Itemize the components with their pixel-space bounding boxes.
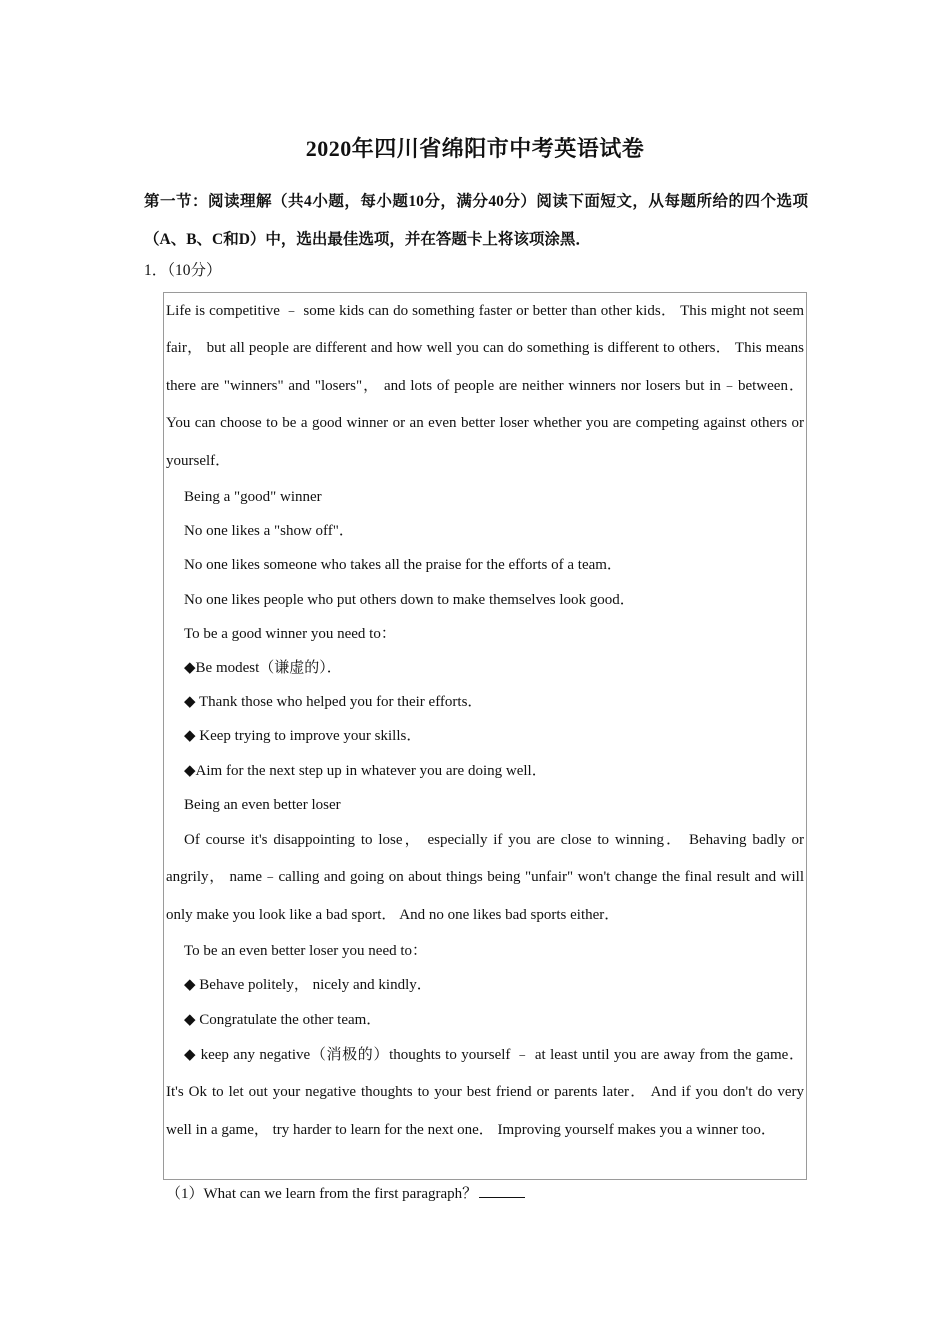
passage-line: To be an even better loser you need to： — [184, 943, 428, 960]
passage-line: No one likes someone who takes all the praise for the efforts of a team． — [184, 557, 622, 574]
reading-passage — [163, 292, 807, 1180]
bullet-item: ◆Be modest（谦虚的）． — [184, 660, 342, 677]
bullet-item: ◆ Thank those who helped you for their efforts． — [184, 694, 483, 711]
bullet-item: ◆ Behave politely， nicely and kindly． — [184, 977, 432, 994]
question-1 — [166, 1183, 525, 1205]
question-number: 1．（10分） — [144, 262, 222, 279]
passage-line: Being a "good" winner — [184, 489, 322, 506]
passage-paragraph-2: Of course it's disappointing to lose， especially if you are close to winning． Behaving badly or angrily， name﹣calling and going on about things being "unfair" won't change the final result and will only make you look like a bad sport． And no one likes bad sports either． — [166, 832, 804, 923]
bullet-item: ◆ Keep trying to improve your skills． — [184, 728, 422, 745]
passage-paragraph-1: Life is competitive ﹣ some kids can do something faster or better than other kids． This might not seem fair， but all people are different and how well you can do something is different to others． This means there are "winners" and "losers"， and lots of people are neither winners nor losers but in﹣between． You can choose to be a good winner or an even better loser whether you are competing against others or yourself． — [166, 303, 804, 469]
passage-line: No one likes people who put others down to make themselves look good． — [184, 591, 635, 608]
bullet-item: ◆ Congratulate the other team． — [184, 1011, 382, 1028]
question-1-text: （1）What can we learn from the first paragraph？ — [166, 1186, 478, 1202]
passage-paragraph-3: ◆ keep any negative（消极的）thoughts to yourself ﹣ at least until you are away from the game． It's Ok to let out your negative thoughts to your best friend or parents later． And if you don't do very well in a game， try harder to learn for the next one． Improving yourself makes you a winner too． — [166, 1046, 804, 1138]
passage-line: Being an even better loser — [184, 796, 341, 813]
passage-line: To be a good winner you need to： — [184, 625, 396, 642]
page-title: 2020年四川省绵阳市中考英语试卷 — [305, 136, 645, 161]
bullet-item: ◆Aim for the next step up in whatever you are doing well． — [184, 762, 547, 779]
section-heading: 第一节：阅读理解（共4小题，每小题10分，满分40分）阅读下面短文，从每题所给的四个选项（A、B、C和D）中，选出最佳选项，并在答题卡上将该项涂黑． — [144, 193, 808, 248]
passage-line: No one likes a "show off"． — [184, 523, 354, 540]
answer-blank[interactable] — [479, 1183, 525, 1198]
